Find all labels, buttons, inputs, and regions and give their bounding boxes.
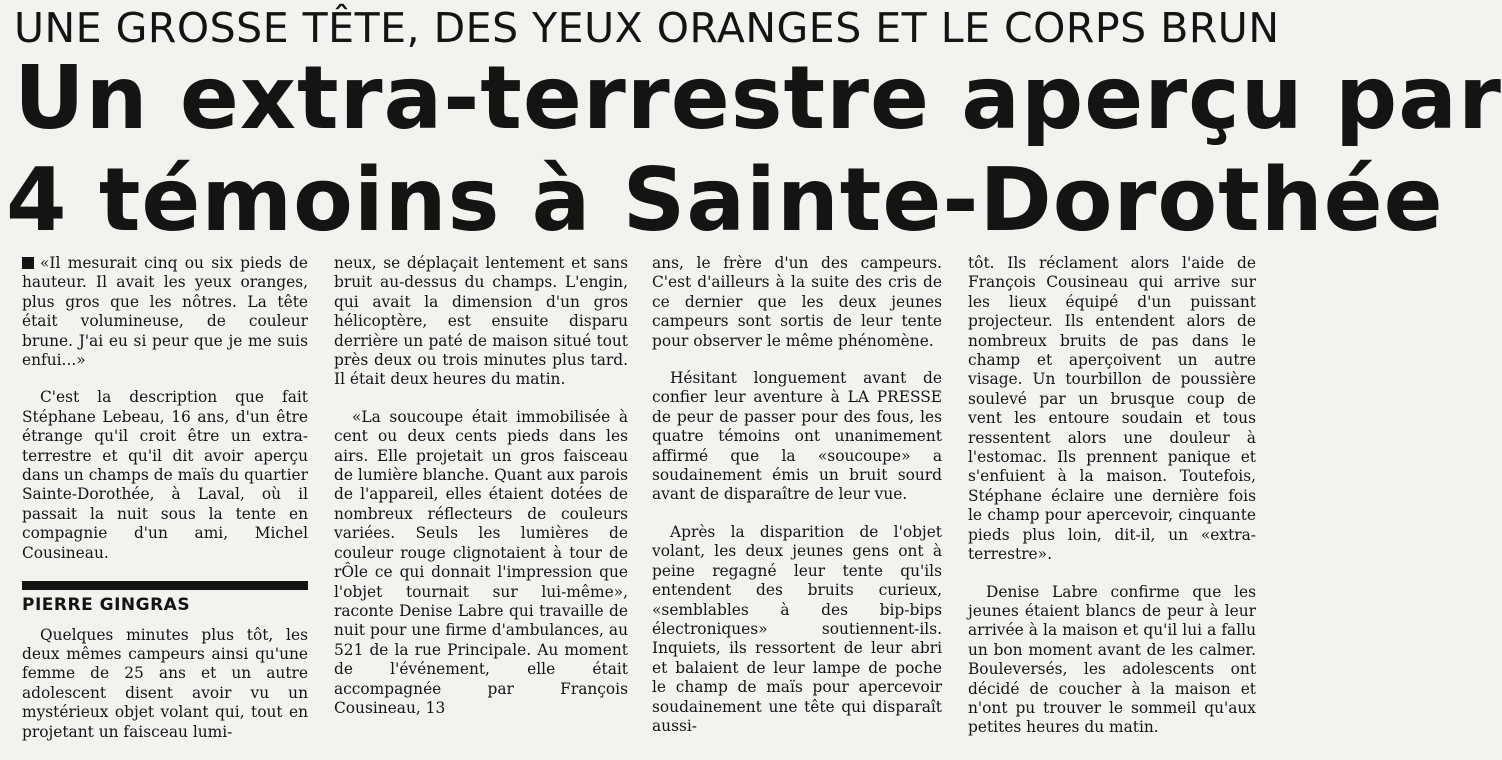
article-paragraph: C'est la description que fait Stéphane Lebeau, 16 ans, d'un être étrange qu'il croit être un extra-terrestre et qu'il dit avoir aperçu dans un champs de maïs du quartier Sainte-Dorothée, à Laval, où il passait la nuit sous la tente en compagnie d'un ami, Michel Cousineau. — [22, 388, 308, 562]
article-column-2 — [334, 254, 628, 736]
article-column-4 — [968, 254, 1256, 756]
article-paragraph: tôt. Ils réclament alors l'aide de François Cousineau qui arrive sur les lieux équipé d'un puissant projecteur. Ils entendent alors de nombreux bruits de pas dans le champ et aperçoivent un autre visage. Un tourbillon de poussière soulevé par un brusque coup de vent les entoure soudain et tous ressentent alors une douleur à l'estomac. Ils prennent panique et s'enfuient à la maison. Toutefois, Stéphane éclaire une dernière fois le champ pour apercevoir, cinquante pieds plus loin, dit-il, un «extra-terrestre». — [968, 254, 1256, 564]
headline-line-1: Un extra-terrestre aperçu par — [14, 47, 1502, 149]
article-paragraph — [22, 254, 308, 370]
article-paragraph: Après la disparition de l'objet volant, les deux jeunes gens ont à peine regagné leur tente qu'ils entendent des bruits curieux, «semblables à des bip-bips électroniques» soutiennent-ils. Inquiets, ils ressortent de leur abri et balaient de leur lampe de poche le champ de maïs pour apercevoir soudainement une tête qui disparaît aussi- — [652, 522, 942, 735]
headline-line-2: 4 témoins à Sainte-Dorothée — [6, 149, 1444, 251]
paragraph-text: «Il mesurait cinq ou six pieds de hauteur. Il avait les yeux oranges, plus gros que les nôtres. La tête était volumineuse, de couleur brune. J'ai eu si peur que je me suis enfui...» — [22, 254, 308, 370]
article-paragraph: «La soucoupe était immobilisée à cent ou deux cents pieds dans les airs. Elle projetait un gros faisceau de lumière blanche. Quant aux parois de l'appareil, elles étaient dotées de nombreux réflecteurs de couleurs variées. Seuls les lumières de couleur rouge clignotaient à tour de rÔle ce qui donnait l'impression que l'objet tournait sur lui-même», raconte Denise Labre qui travaille de nuit pour une firme d'ambulances, au 521 de la rue Principale. Au moment de l'événement, elle était accompagnée par François Cousineau, 13 — [334, 407, 628, 717]
article-paragraph: Denise Labre confirme que les jeunes étaient blancs de peur à leur arrivée à la maison et qu'il lui a fallu un bon moment avant de les calmer. Bouleversés, les adolescents ont décidé de coucher à la maison et n'ont pu trouver le sommeil qu'aux petites heures du matin. — [968, 582, 1256, 737]
byline: PIERRE GINGRAS — [22, 595, 191, 616]
article-paragraph: neux, se déplaçait lentement et sans bruit au-dessus du champs. L'engin, qui avait la dimension d'un gros hélicoptère, est ensuite disparu derrière un paté de maison situé tout près deux ou trois minutes plus tard. Il était deux heures du matin. — [334, 254, 628, 389]
square-bullet-icon — [22, 257, 34, 269]
article-paragraph: Quelques minutes plus tôt, les deux mêmes campeurs ainsi qu'une femme de 25 ans et un autre adolescent disent avoir vu un mystérieux objet volant qui, tout en projetant un faisceau lumi- — [22, 625, 308, 741]
article-column-3 — [652, 254, 942, 754]
kicker-headline: UNE GROSSE TÊTE, DES YEUX ORANGES ET LE CORPS BRUN — [14, 4, 1280, 52]
article-paragraph: Hésitant longuement avant de confier leur aventure à LA PRESSE de peur de passer pour des fous, les quatre témoins ont unanimement affirmé que la «soucoupe» a soudainement émis un bruit sourd avant de disparaître de leur vue. — [652, 369, 942, 504]
article-column-1 — [22, 254, 308, 760]
article-paragraph: ans, le frère d'un des campeurs. C'est d'ailleurs à la suite des cris de ce dernier que les deux jeunes campeurs sont sortis de leur tente pour observer le même phénomène. — [652, 254, 942, 350]
byline-rule — [22, 581, 308, 590]
